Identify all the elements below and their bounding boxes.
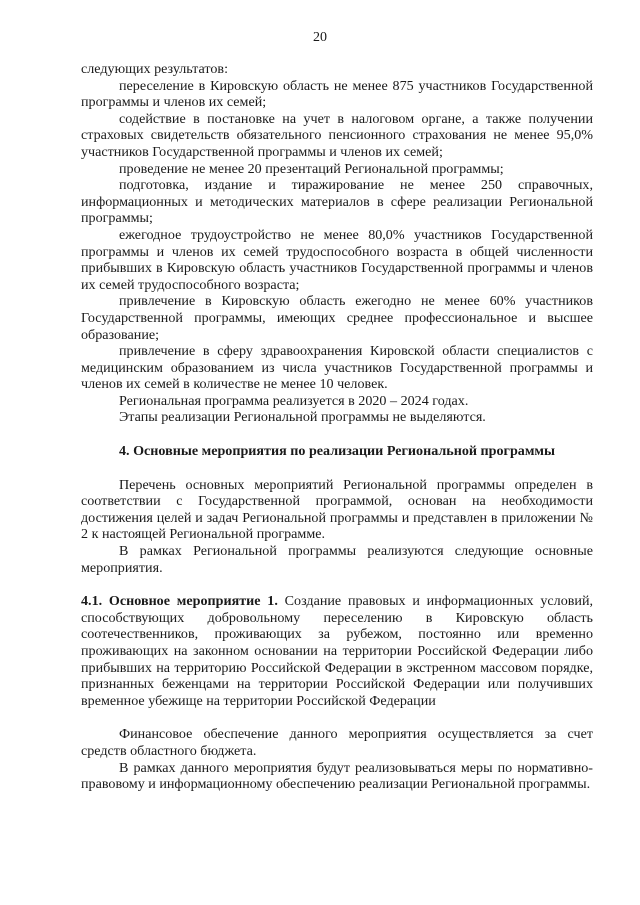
page-body <box>81 61 593 793</box>
measure-label: 4.1. Основное мероприятие 1. <box>81 593 278 610</box>
paragraph: следующих результатов: <box>81 61 228 77</box>
result-item: подготовка, издание и тиражирование не менее 250 справочных, информационных и методических материалов в сфере реализации Региональной программы; <box>81 177 593 227</box>
paragraph: Финансовое обеспечение данного мероприятия осуществляется за счет средств областного бюджета. <box>81 726 593 759</box>
measure-paragraph <box>81 593 593 709</box>
paragraph: Этапы реализации Региональной программы не выделяются. <box>119 409 486 426</box>
result-item: переселение в Кировскую область не менее 875 участников Государственной программы и членов их семей; <box>81 77 593 111</box>
result-item: привлечение в сферу здравоохранения Кировской области специалистов с медицинским образованием из числа участников Государственной программы и членов их семей в количестве не менее 10 человек. <box>81 343 593 393</box>
result-item: привлечение в Кировскую область ежегодно не менее 60% участников Государственной программы, имеющих среднее профессиональное и высшее образование; <box>81 293 593 343</box>
result-item: проведение не менее 20 презентаций Региональной программы; <box>119 160 504 177</box>
result-item: содействие в постановке на учет в налоговом органе, а также получении страховых свидетельств обязательного пенсионного страхования не менее 95,0% участников Государственной программы и членов их семей; <box>81 110 593 160</box>
page-number: 20 <box>313 30 327 45</box>
measure-text: Создание правовых и информационных условий, способствующих добровольному переселению в Кировскую область соотечественников, проживающих за рубежом, постоянно или временно проживающих на законном основании на территории Российской Федерации либо прибывших на территорию Российской Федерации в экстренном массовом порядке, признанных беженцами на территории Российской Федерации или получивших временное убежище на территории Российской Федерации <box>81 593 594 709</box>
paragraph: Перечень основных мероприятий Региональной программы определен в соответствии с Государственной программой, основан на необходимости достижения целей и задач Региональной программы и представлен в приложении № 2 к настоящей Региональной программе. <box>81 476 593 543</box>
paragraph: В рамках данного мероприятия будут реализовываться меры по нормативно-правовому и информационному обеспечению реализации Региональной программы. <box>81 759 593 793</box>
paragraph: Региональная программа реализуется в 2020 – 2024 годах. <box>119 392 469 409</box>
section-heading: 4. Основные мероприятия по реализации Региональной программы <box>118 443 556 460</box>
result-item: ежегодное трудоустройство не менее 80,0% участников Государственной программы и членов их семей трудоспособного возраста в общей численности прибывших в Кировскую область участников Государственной программы и членов их семей трудоспособного возраста; <box>81 226 593 293</box>
paragraph: В рамках Региональной программы реализуются следующие основные мероприятия. <box>81 543 593 576</box>
